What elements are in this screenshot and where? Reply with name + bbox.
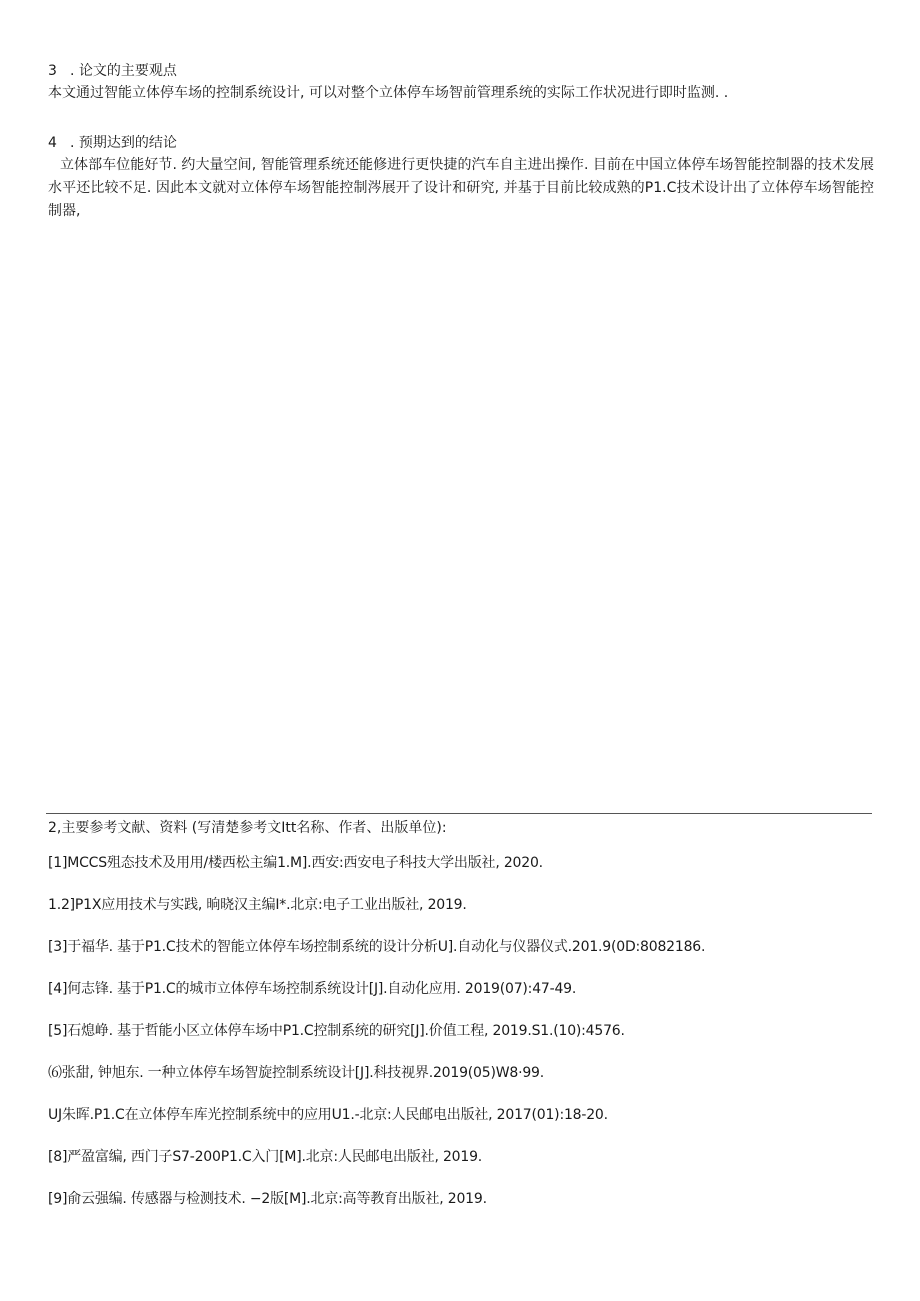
references-section [48, 817, 874, 1231]
section-4-heading [48, 133, 874, 154]
section-3-number: 3 [48, 63, 57, 79]
section-4-title: . 预期达到的结论 [70, 135, 177, 151]
reference-item: [5]石熄峥. 基于哲能小区立体停车场中P1.C控制系统的研究[J].价值工程, 2019.S1.(10):4576. [48, 1023, 625, 1039]
references-title: 2,主要参考文献、资料 (写清楚参考文Itt名称、作者、出版单位): [48, 820, 447, 836]
section-3-heading [48, 61, 874, 82]
section-3-title: . 论文的主要观点 [70, 63, 177, 79]
reference-list [48, 853, 874, 1209]
section-4 [48, 133, 874, 223]
section-divider [46, 813, 872, 814]
reference-item: [4]何志锋. 基于P1.C的城市立体停车场控制系统设计[J].自动化应用. 2019(07):47-49. [48, 981, 577, 997]
reference-item: [8]严盈富编, 西门子S7-200P1.C入门[M].北京:人民邮电出版社, 2019. [48, 1149, 483, 1165]
section-4-number: 4 [48, 135, 57, 151]
reference-item: [3]于福华. 基于P1.C技术的智能立体停车场控制系统的设计分析U].自动化与仪器仪式.201.9(0D:8082186. [48, 939, 706, 955]
reference-item: [9]俞云强编. 传感器与检测技术. −2版[M].北京:高等教育出版社, 2019. [48, 1191, 487, 1207]
section-3 [48, 61, 874, 105]
reference-item: [1]MCCS殂态技术及用用/楼西松主编1.M].西安:西安电子科技大学出版社, 2020. [48, 855, 543, 871]
reference-item: 1.2]P1X应用技术与实践, 晌晓汉主编I*.北京:电子工业出版社, 2019. [48, 897, 467, 913]
reference-item: UJ朱晖.P1.C在立体停车库光控制系统中的应用U1.-北京:人民邮电出版社, 2017(01):18-20. [48, 1107, 608, 1123]
reference-item: ⑹张甜, 钟旭东. 一种立体停车场智旋控制系统设计[J].科技视界.2019(05)W8·99. [48, 1065, 544, 1081]
section-4-body: 立体部车位能好节. 约大量空间, 智能管理系统还能修进行更快捷的汽车自主进出操作. 目前在中国立体停车场智能控制器的技术发展水平还比较不足. 因此本文就对立体停车场智能控制涔展开了设计和研究, 并基于目前比较成熟的P1.C技术设计出了立体停车场智能控制器, [48, 157, 874, 219]
section-3-body: 本文通过智能立体停车场的控制系统设计, 可以对整个立体停车场智前管理系统的实际工作状况进行即时监测. . [48, 85, 729, 101]
